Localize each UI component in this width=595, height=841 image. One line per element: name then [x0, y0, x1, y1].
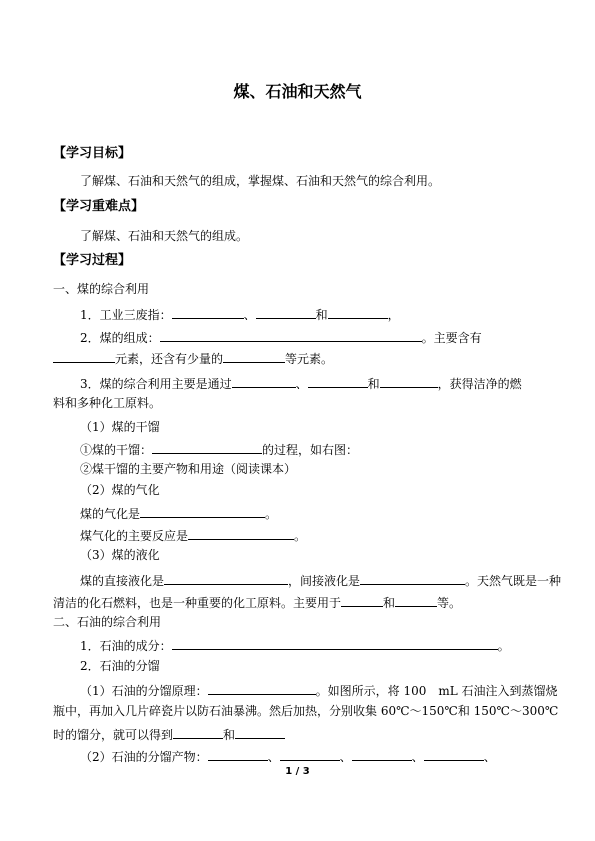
text: 煤气化的主要反应是: [80, 529, 189, 543]
text: 。: [497, 639, 510, 653]
answer-blank[interactable]: [280, 748, 340, 761]
text: 、: [295, 377, 308, 391]
text: 。主要含有: [421, 331, 482, 345]
key-points-text: 了解煤、石油和天然气的组成。: [80, 229, 249, 243]
text: ，间接液化是: [288, 574, 361, 588]
part1-q3: [80, 375, 522, 391]
page-number: 1 / 3: [285, 766, 310, 777]
text: ，: [387, 308, 400, 322]
answer-blank[interactable]: [232, 375, 296, 388]
part1-sub3-line2: [53, 594, 461, 610]
text: 时的馏分，就可以得到: [53, 728, 174, 742]
text: 、: [339, 750, 352, 764]
answer-blank[interactable]: [208, 748, 268, 761]
answer-blank[interactable]: [341, 594, 383, 607]
answer-blank[interactable]: [152, 441, 262, 454]
text: 煤的直接液化是: [80, 574, 165, 588]
answer-blank[interactable]: [208, 682, 316, 695]
part2-sub2: [80, 748, 496, 764]
section-heading-key-points: 【学习重难点】: [53, 199, 145, 214]
part2-q1: [80, 637, 510, 653]
page-title: 煤、石油和天然气: [233, 82, 362, 101]
text: ，获得洁净的燃: [437, 377, 522, 391]
answer-blank[interactable]: [256, 306, 316, 319]
answer-blank[interactable]: [172, 637, 498, 650]
answer-blank[interactable]: [223, 350, 285, 363]
part1-q2-cont: [53, 350, 333, 366]
text: 。如图所示，将 100 mL 石油注入到蒸馏烧: [315, 684, 558, 698]
text: 1．工业三废指：: [80, 308, 172, 322]
text: 等。: [437, 596, 462, 610]
part1-q1: [80, 306, 400, 322]
text: 煤的气化是: [80, 507, 141, 521]
text: 清洁的化石燃料，也是一种重要的化工原料。主要用于: [53, 596, 342, 610]
text: 、: [243, 308, 256, 322]
answer-blank[interactable]: [173, 726, 223, 739]
text: 等元素。: [285, 352, 334, 366]
text: 和: [315, 308, 328, 322]
answer-blank[interactable]: [395, 594, 437, 607]
text: 、: [483, 750, 496, 764]
answer-blank[interactable]: [172, 306, 244, 319]
part1-sub3-line1: [80, 572, 561, 588]
answer-blank[interactable]: [380, 375, 438, 388]
text: 和: [367, 377, 380, 391]
part1-sub3-heading: （3）煤的液化: [80, 548, 160, 562]
text: （1）石油的分馏原理：: [80, 684, 208, 698]
answer-blank[interactable]: [352, 748, 412, 761]
text: 、: [267, 750, 280, 764]
text: 元素，还含有少量的: [115, 352, 224, 366]
text: 。天然气既是一种: [465, 574, 562, 588]
part1-sub2-line2: [80, 527, 306, 543]
answer-blank[interactable]: [188, 527, 294, 540]
part1-sub2-heading: （2）煤的气化: [80, 483, 160, 497]
part1-sub1-line2: ②煤干馏的主要产物和用途（阅读课本）: [80, 462, 297, 476]
text: 1．石油的成分：: [80, 639, 172, 653]
text: 和: [223, 728, 236, 742]
part1-q3-cont: 料和多种化工原料。: [53, 396, 162, 410]
part2-sub1-line1: [80, 682, 558, 698]
part2-sub1-line2: 瓶中，再加入几片碎瓷片以防石油暴沸。然后加热，分别收集 60℃～150℃和 150℃～300℃: [53, 704, 559, 718]
section-heading-process: 【学习过程】: [53, 253, 132, 268]
part2-q2: 2．石油的分馏: [80, 659, 160, 673]
part1-heading: 一、煤的综合利用: [53, 282, 150, 296]
text: 。: [294, 529, 307, 543]
part1-q2: [80, 329, 482, 345]
part2-heading: 二、石油的综合利用: [53, 615, 162, 629]
answer-blank[interactable]: [235, 726, 285, 739]
part1-sub1-heading: （1）煤的干馏: [80, 420, 160, 434]
text: 。: [265, 507, 278, 521]
text: 3．煤的综合利用主要是通过: [80, 377, 232, 391]
answer-blank[interactable]: [328, 306, 388, 319]
answer-blank[interactable]: [308, 375, 368, 388]
text: ①煤的干馏：: [80, 443, 153, 457]
answer-blank[interactable]: [164, 572, 288, 585]
answer-blank[interactable]: [360, 572, 465, 585]
part1-sub2-line1: [80, 505, 277, 521]
answer-blank[interactable]: [424, 748, 484, 761]
goals-text: 了解煤、石油和天然气的组成，掌握煤、石油和天然气的综合利用。: [80, 174, 441, 188]
answer-blank[interactable]: [160, 329, 422, 342]
answer-blank[interactable]: [53, 350, 115, 363]
text: （2）石油的分馏产物：: [80, 750, 208, 764]
text: 、: [411, 750, 424, 764]
answer-blank[interactable]: [140, 505, 265, 518]
part1-sub1-line1: [80, 441, 358, 457]
text: 2．煤的组成：: [80, 331, 160, 345]
text: 的过程，如右图：: [262, 443, 359, 457]
part2-sub1-line3: [53, 726, 285, 742]
section-heading-goals: 【学习目标】: [53, 146, 132, 161]
text: 和: [383, 596, 396, 610]
